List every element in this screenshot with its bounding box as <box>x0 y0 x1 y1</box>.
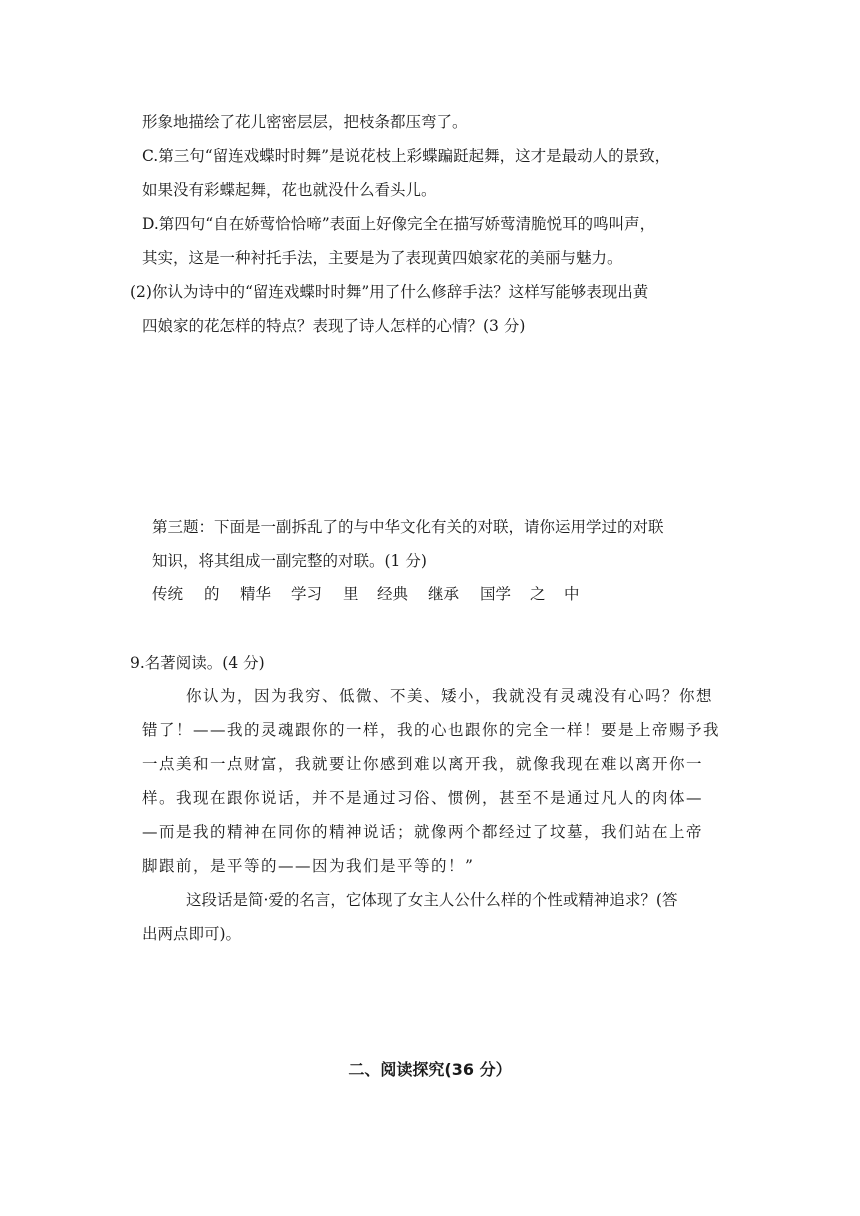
option-c-line-2: 如果没有彩蝶起舞，花也就没什么看头儿。 <box>142 181 437 199</box>
couplet-word: 学习 <box>291 585 323 603</box>
passage-line-5: —而是我的精神在同你的精神说话；就像两个都经过了坟墓，我们站在上帝 <box>142 823 704 841</box>
passage-line-4: 样。我现在跟你说话，并不是通过习俗、惯例，甚至不是通过凡人的肉体— <box>142 789 704 807</box>
section-heading: 二、阅读探究(36 分） <box>348 1060 512 1079</box>
option-d-line-1: D.第四句“自在娇莺恰恰啼”表面上好像完全在描写娇莺清脆悦耳的鸣叫声， <box>142 215 656 233</box>
couplet-word: 传统 <box>152 585 184 603</box>
couplet-word: 继承 <box>428 585 460 603</box>
passage-line-2: 错了！——我的灵魂跟你的一样，我的心也跟你的完全一样！要是上帝赐予我 <box>142 721 721 739</box>
question-3-line-1: 第三题：下面是一副拆乱了的与中华文化有关的对联，请你运用学过的对联 <box>152 518 664 536</box>
passage-line-3: 一点美和一点财富，我就要让你感到难以离开我，就像我现在难以离开你一 <box>142 755 704 773</box>
couplet-word-list <box>152 583 584 605</box>
couplet-word: 经典 <box>377 585 409 603</box>
question-2-line-2: 四娘家的花怎样的特点？表现了诗人怎样的心情？(3 分) <box>142 317 526 335</box>
option-d-line-2: 其实，这是一种衬托手法，主要是为了表现黄四娘家花的美丽与魅力。 <box>142 249 623 267</box>
question-3-line-2: 知识，将其组成一副完整的对联。(1 分) <box>152 552 427 570</box>
option-c-line-1: C.第三句“留连戏蝶时时舞”是说花枝上彩蝶蹁跹起舞，这才是最动人的景致， <box>142 147 671 165</box>
couplet-word: 国学 <box>480 585 512 603</box>
question-2-line-1: (2)你认为诗中的“留连戏蝶时时舞”用了什么修辞手法？这样写能够表现出黄 <box>130 283 649 301</box>
couplet-word: 的 <box>204 585 220 603</box>
couplet-word: 里 <box>343 585 359 603</box>
couplet-word: 精华 <box>240 585 272 603</box>
passage-line-6: 脚跟前，是平等的——因为我们是平等的！” <box>142 857 475 875</box>
question-9-prompt-line-1: 这段话是简·爱的名言，它体现了女主人公什么样的个性或精神追求？(答 <box>186 891 678 909</box>
couplet-word: 中 <box>564 585 580 603</box>
passage-line-1: 你认为，因为我穷、低微、不美、矮小，我就没有灵魂没有心吗？你想 <box>186 687 714 705</box>
question-9-prompt-line-2: 出两点即可)。 <box>142 925 242 943</box>
option-b-tail: 形象地描绘了花儿密密层层，把枝条都压弯了。 <box>142 113 468 131</box>
couplet-word: 之 <box>530 585 546 603</box>
question-9-title: 9.名著阅读。(4 分) <box>130 654 265 672</box>
